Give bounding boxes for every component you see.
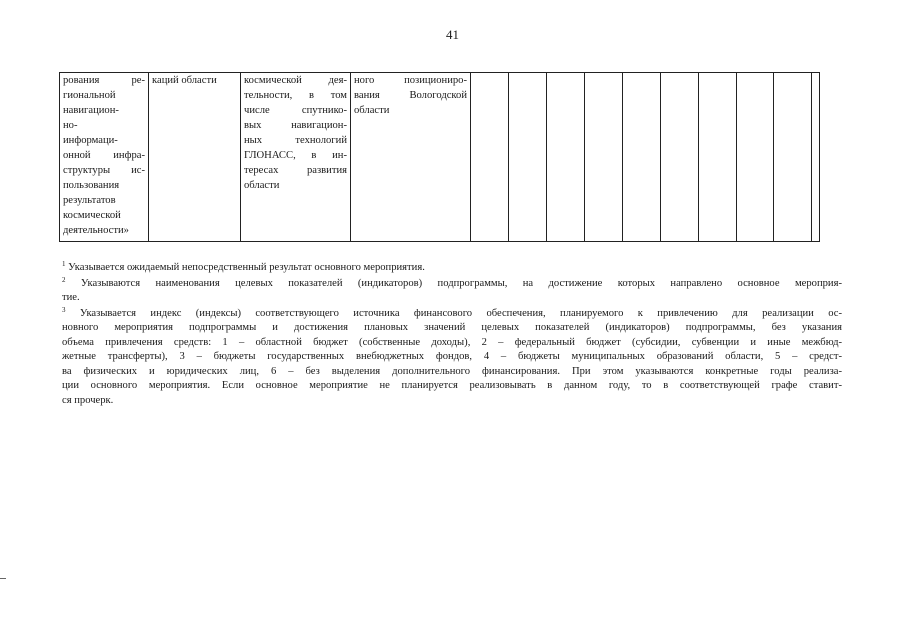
cell-empty xyxy=(471,73,509,242)
footnote-line xyxy=(62,394,842,409)
footnote-text: ва физических и юридических лиц, 6 – без выделения дополнительного финансирования. При этом указываются конкретные годы реализа- xyxy=(62,365,842,377)
cell-line: вых навигацион- xyxy=(244,120,347,131)
cell-line: ных технологий xyxy=(244,135,347,146)
footnote-text: Указывается индекс (индексы) соответствующего источника финансового обеспечения, планируемого к привлечению для реализации ос- xyxy=(79,307,842,319)
footnote-text: новного мероприятия подпрограммы и достижения плановых значений целевых показателей (индикаторов) подпрограммы, без указания xyxy=(62,322,842,333)
cell-expected-result xyxy=(241,73,351,242)
cell-line: структуры ис- xyxy=(63,165,145,176)
cell-line: каций области xyxy=(152,75,217,86)
cell-empty xyxy=(585,73,623,242)
cell-task-name xyxy=(60,73,149,242)
cell-line: информаци- xyxy=(63,135,118,146)
task-name-text xyxy=(63,73,145,238)
page-number: 41 xyxy=(446,27,459,42)
cell-line: рования ре- xyxy=(63,75,145,86)
footnote-line xyxy=(62,307,842,322)
cell-line: ного позициониро- xyxy=(354,75,467,86)
expected-result-text xyxy=(244,73,347,193)
cell-empty xyxy=(509,73,547,242)
footnote-2 xyxy=(62,277,842,306)
cell-line: гиональной xyxy=(63,90,116,101)
footnote-1 xyxy=(62,261,842,276)
footnote-text: жетные трансферты), 3 – бюджеты государственных внебюджетных фондов, 4 – бюджеты муниципальных образований области, 5 – средст- xyxy=(62,351,842,362)
cell-line: пользования xyxy=(63,180,120,191)
footnote-marker: 3 xyxy=(62,305,66,314)
cell-line: космической дея- xyxy=(244,75,347,86)
executor-text xyxy=(152,73,237,88)
cell-line: космической xyxy=(63,210,121,221)
cell-empty xyxy=(737,73,774,242)
cell-empty xyxy=(812,73,820,242)
footnote-text: Указываются наименования целевых показателей (индикаторов) подпрограммы, на достижение которых направлено основное мероприя- xyxy=(80,277,842,289)
footnote-text: объема привлечения средств: 1 – областной бюджет (собственные доходы), 2 – федеральный бюджет (субсидии, субвенции и иные межбюд- xyxy=(62,336,842,348)
table-row xyxy=(60,73,820,242)
cell-line: тересах развития xyxy=(244,165,347,176)
cell-line: ГЛОНАСС, в ин- xyxy=(244,150,347,161)
cell-empty xyxy=(699,73,737,242)
cell-line: вания Вологодской xyxy=(354,90,467,101)
footnote-line xyxy=(62,365,842,380)
cell-line: числе спутнико- xyxy=(244,105,347,116)
footnote-text: Указывается ожидаемый непосредственный результат основного мероприятия. xyxy=(68,262,425,273)
footnote-text: тие. xyxy=(62,292,80,303)
footnote-line xyxy=(62,291,842,306)
cell-empty xyxy=(623,73,661,242)
cell-line: области xyxy=(354,105,390,116)
cell-line: навигацион- xyxy=(63,105,119,116)
footnote-3 xyxy=(62,307,842,409)
footnote-marker: 2 xyxy=(62,275,66,284)
cell-indicators xyxy=(351,73,471,242)
footnote-marker: 1 xyxy=(62,260,66,268)
cell-line: области xyxy=(244,180,280,191)
indicators-text xyxy=(354,73,467,118)
cell-line: деятельности» xyxy=(63,225,129,236)
footnote-line xyxy=(62,336,842,351)
cell-line: онной инфра- xyxy=(63,150,145,161)
footnotes xyxy=(62,261,842,409)
footnote-line xyxy=(62,321,842,336)
cell-line: но- xyxy=(63,120,78,131)
footnote-text: ции основного мероприятия. Если основное мероприятие не планируется реализовывать в данном году, то в соответствующей графе ставит- xyxy=(62,380,842,391)
scan-edge-mark xyxy=(0,578,6,579)
footnote-line xyxy=(62,261,842,276)
cell-executor xyxy=(149,73,241,242)
footnote-line xyxy=(62,277,842,292)
cell-line: тельности, в том xyxy=(244,90,347,101)
footnote-text: ся прочерк. xyxy=(62,394,114,406)
cell-empty xyxy=(774,73,812,242)
footnote-line xyxy=(62,379,842,394)
footnote-line xyxy=(62,350,842,365)
program-table xyxy=(59,72,820,242)
cell-empty xyxy=(661,73,699,242)
cell-line: результатов xyxy=(63,195,116,206)
cell-empty xyxy=(547,73,585,242)
